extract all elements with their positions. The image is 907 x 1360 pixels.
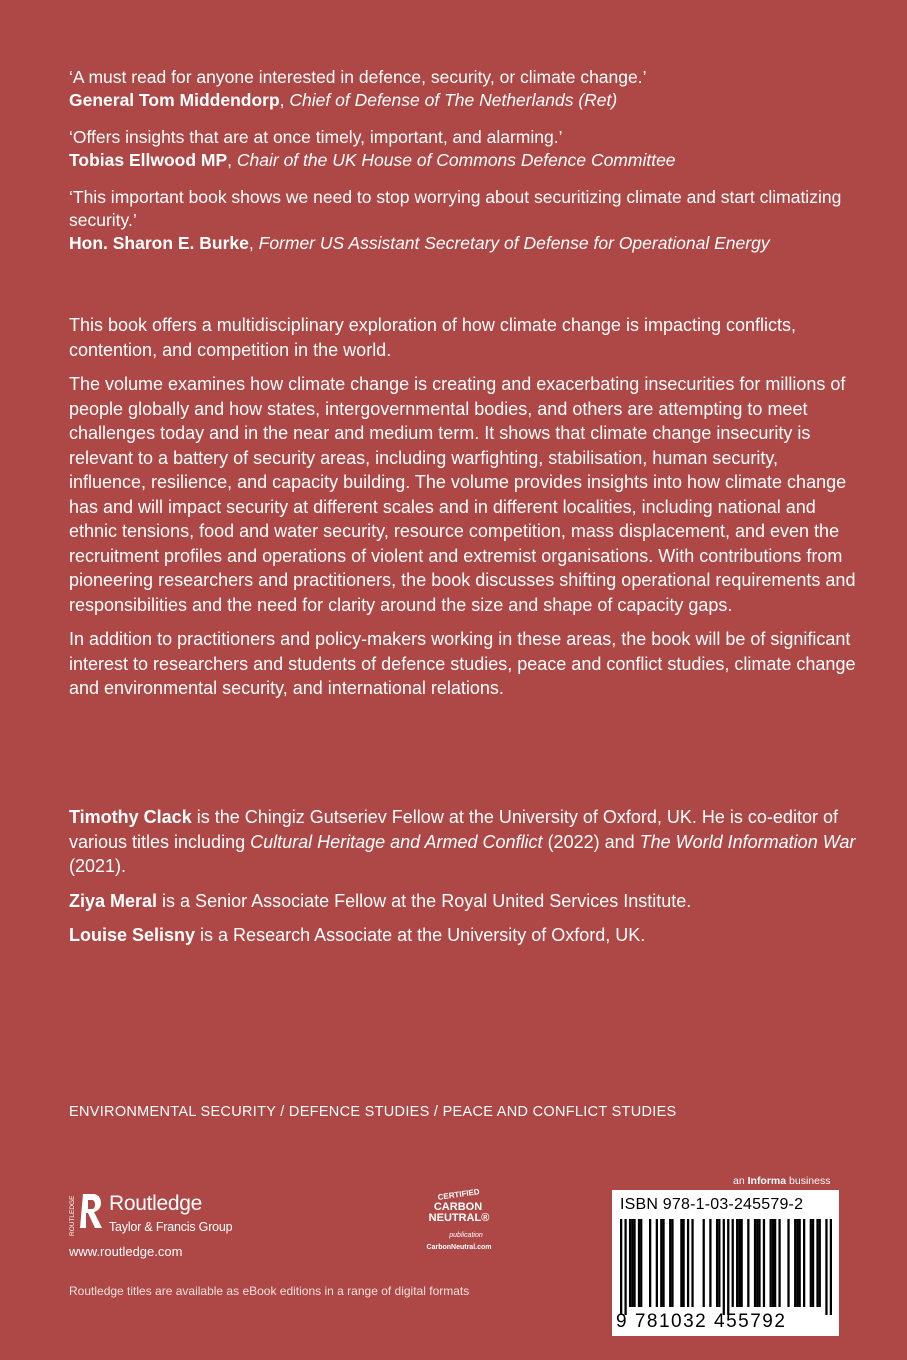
barcode-bar bbox=[656, 1219, 658, 1307]
isbn-digits: 9 781032 455792 bbox=[616, 1311, 787, 1332]
barcode-bar bbox=[758, 1219, 760, 1307]
quote-text: ‘This important book shows we need to stop worrying about securitizing climate and start climatizing security.’ bbox=[69, 187, 842, 230]
routledge-logo bbox=[69, 1192, 269, 1248]
barcode-bar bbox=[816, 1219, 818, 1307]
barcode-bar bbox=[754, 1219, 756, 1307]
quote-author-role: Chief of Defense of The Netherlands (Ret) bbox=[289, 90, 618, 110]
barcode-bar bbox=[825, 1219, 827, 1315]
author-bio-meral: Ziya Meral is a Senior Associate Fellow at the Royal United Services Institute. bbox=[69, 890, 692, 911]
barcode-bar bbox=[787, 1219, 789, 1307]
isbn-label: ISBN 978-1-03-245579-2 bbox=[620, 1196, 804, 1213]
book-title: The World Information War bbox=[639, 831, 856, 852]
barcode-bar bbox=[662, 1219, 664, 1307]
quote-1: ‘A must read for anyone interested in defence, security, or climate change.’ General Tom Middendorp, Chief of Defense of The Netherlands (Ret) bbox=[69, 66, 859, 112]
barcode-bar bbox=[738, 1219, 740, 1307]
barcode-bar bbox=[671, 1219, 673, 1307]
barcode-bar bbox=[763, 1219, 765, 1307]
barcode-bar bbox=[633, 1219, 635, 1307]
barcode-bar bbox=[703, 1219, 705, 1307]
barcode-bar bbox=[736, 1219, 738, 1307]
barcode-bar bbox=[812, 1219, 814, 1307]
author-bio-clack: Timothy Clack is the Chingiz Gutseriev Fellow at the University of Oxford, UK. He is co-editor of various titles including Cultural Heritage and Armed Conflict (2022) and The World Information War (2021). bbox=[69, 807, 856, 876]
barcode-bar bbox=[819, 1219, 821, 1307]
barcode-bar bbox=[830, 1219, 832, 1315]
carbon-neutral-badge bbox=[414, 1186, 504, 1256]
badge-carbon: CARBON bbox=[433, 1201, 483, 1213]
quote-author: Tobias Ellwood MP bbox=[69, 150, 228, 170]
badge-certified: CERTIFIED bbox=[437, 1187, 481, 1202]
book-description bbox=[69, 313, 859, 711]
description-paragraph: The volume examines how climate change is creating and exacerbating insecurities for millions of people globally and how states, intergovernmental bodies, and others are attempting to meet challenges today and in the near and medium term. It shows that climate change insecurity is relevant to a battery of security areas, including warfighting, stabilisation, human security, influence, resilience, and capacity building. The volume provides insights into how climate change has and will impact security at different scales and in different localities, including national and ethnic tensions, food and water security, resource competition, mass displacement, and even the recruitment profiles and operations of violent and extremist organisations. With contributions from pioneering researchers and practitioners, the book discusses shifting operational requirements and responsibilities and the need for clarity around the size and shape of capacity gaps. bbox=[69, 374, 856, 615]
quote-author: Hon. Sharon E. Burke bbox=[69, 233, 249, 253]
barcode-bar bbox=[799, 1219, 801, 1307]
quote-2: ‘Offers insights that are at once timely, important, and alarming.’ Tobias Ellwood MP, Chair of the UK House of Commons Defence Committee bbox=[69, 126, 859, 172]
barcode-bar bbox=[660, 1219, 662, 1307]
barcode-bar bbox=[803, 1219, 805, 1307]
quote-text: ‘Offers insights that are at once timely, important, and alarming.’ bbox=[69, 127, 563, 147]
barcode-bar bbox=[638, 1219, 640, 1307]
quote-3: ‘This important book shows we need to stop worrying about securitizing climate and start climatizing security.’ Hon. Sharon E. Burke, Former US Assistant Secretary of Defense for Operational Energy bbox=[69, 186, 859, 255]
logo-vertical-text: ROUTLEDGE bbox=[69, 1195, 76, 1236]
barcode-bar bbox=[680, 1219, 682, 1307]
subject-categories: ENVIRONMENTAL SECURITY / DEFENCE STUDIES / PEACE AND CONFLICT STUDIES bbox=[69, 1104, 677, 1120]
barcode-bar bbox=[640, 1219, 642, 1307]
barcode-bar bbox=[629, 1219, 631, 1307]
barcode-bar bbox=[691, 1219, 693, 1307]
quote-author-role: Former US Assistant Secretary of Defense for Operational Energy bbox=[258, 233, 770, 253]
barcode-bar bbox=[741, 1219, 743, 1307]
publisher-website[interactable]: www.routledge.com bbox=[69, 1244, 183, 1259]
badge-neutral: NEUTRAL® bbox=[428, 1212, 490, 1224]
barcode-bar bbox=[732, 1219, 734, 1307]
barcode-bar bbox=[774, 1219, 776, 1307]
barcode-bar bbox=[682, 1219, 684, 1307]
barcode-bar bbox=[687, 1219, 689, 1307]
informa-business: an Informa business bbox=[733, 1175, 831, 1187]
barcode-bar bbox=[669, 1219, 671, 1307]
ebook-note: Routledge titles are available as eBook editions in a range of digital formats bbox=[69, 1284, 470, 1298]
badge-website: CarbonNeutral.com bbox=[426, 1244, 492, 1251]
badge-publication: publication bbox=[449, 1232, 483, 1239]
barcode-bar bbox=[716, 1219, 718, 1307]
barcode-bar bbox=[796, 1219, 798, 1307]
barcode-bar bbox=[772, 1219, 774, 1307]
barcode-bar bbox=[620, 1219, 622, 1315]
description-paragraph: In addition to practitioners and policy-makers working in these areas, the book will be of significant interest to researchers and students of defence studies, peace and conflict studies, climate change and environmental security, and international relations. bbox=[69, 629, 856, 698]
barcode-bar bbox=[624, 1219, 626, 1315]
barcode-bars bbox=[620, 1219, 832, 1315]
barcode-bar bbox=[794, 1219, 796, 1307]
book-title: Cultural Heritage and Armed Conflict bbox=[250, 831, 543, 852]
author-name: Timothy Clack bbox=[69, 807, 192, 827]
author-bios bbox=[69, 805, 859, 958]
author-name: Ziya Meral bbox=[69, 890, 158, 911]
description-paragraph: This book offers a multidisciplinary exploration of how climate change is impacting conflicts, contention, and competition in the world. bbox=[69, 315, 797, 360]
barcode-bar bbox=[756, 1219, 758, 1307]
routledge-r-icon bbox=[69, 1192, 103, 1238]
endorsements bbox=[69, 66, 859, 269]
barcode-bar bbox=[747, 1219, 749, 1307]
barcode-bar bbox=[649, 1219, 651, 1307]
barcode-bar bbox=[718, 1219, 720, 1307]
publisher-group: Taylor & Francis Group bbox=[109, 1220, 233, 1234]
barcode-bar bbox=[810, 1219, 812, 1307]
author-bio-selisny: Louise Selisny is a Research Associate at the University of Oxford, UK. bbox=[69, 925, 646, 945]
barcode-bar bbox=[709, 1219, 711, 1307]
barcode-bar bbox=[631, 1219, 633, 1307]
barcode-bar bbox=[723, 1219, 725, 1315]
barcode-bar bbox=[778, 1219, 780, 1307]
author-name: Louise Selisny bbox=[69, 925, 196, 945]
quote-author-role: Chair of the UK House of Commons Defence Committee bbox=[236, 150, 676, 170]
publisher-name: Routledge bbox=[109, 1192, 203, 1215]
isbn-barcode bbox=[612, 1190, 839, 1336]
quote-author: General Tom Middendorp bbox=[69, 90, 280, 110]
quote-text: ‘A must read for anyone interested in defence, security, or climate change.’ bbox=[69, 67, 647, 87]
barcode-bar bbox=[770, 1219, 772, 1307]
barcode-bar bbox=[727, 1219, 729, 1315]
